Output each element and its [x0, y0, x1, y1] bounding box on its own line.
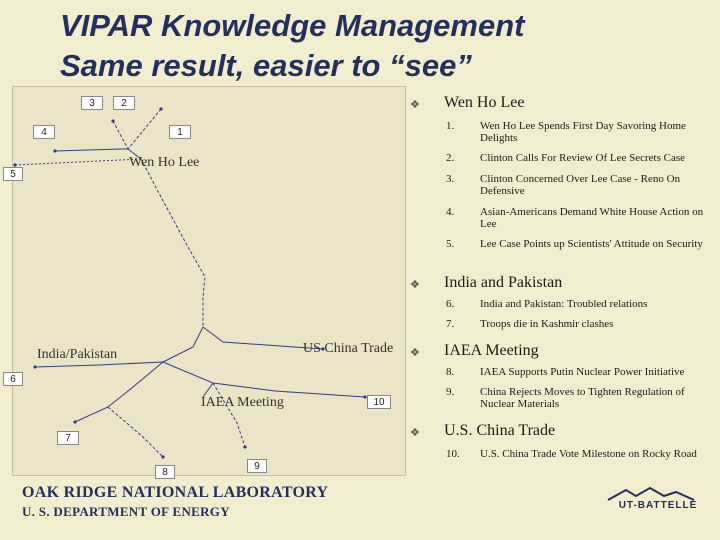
item-number: 4.: [446, 206, 455, 218]
item-text[interactable]: India and Pakistan: Troubled relations: [480, 298, 648, 310]
node-9[interactable]: 9: [247, 459, 267, 473]
node-4[interactable]: 4: [33, 125, 55, 139]
node-3[interactable]: 3: [81, 96, 103, 110]
item-text[interactable]: China Rejects Moves to Tighten Regulation of Nuclear Materials: [480, 386, 685, 410]
category-label: Wen Ho Lee: [444, 94, 525, 111]
label-india-pakistan[interactable]: India/Pakistan: [37, 347, 118, 362]
item-text[interactable]: Asian-Americans Demand White House Action on Lee: [480, 206, 704, 230]
category-label: IAEA Meeting: [444, 342, 539, 359]
item-number: 10.: [446, 448, 460, 460]
tree-diagram: [13, 87, 407, 477]
node-10[interactable]: 10: [367, 395, 391, 409]
edge-wen-5: [15, 159, 141, 165]
item-text[interactable]: IAEA Supports Putin Nuclear Power Initiative: [480, 366, 685, 378]
edge-trunk: [141, 159, 205, 327]
edge-hub2-7: [75, 362, 163, 422]
edge-2-hub: [113, 121, 128, 149]
node-1[interactable]: 1: [169, 125, 191, 139]
item-text[interactable]: Troops die in Kashmir clashes: [480, 318, 614, 330]
diamond-bullet-icon: ❖: [410, 279, 420, 291]
label-iaea-meeting[interactable]: IAEA Meeting: [201, 395, 284, 410]
edge-junction-hub2: [163, 327, 203, 362]
item-number: 7.: [446, 318, 455, 330]
title-line-2: Same result, easier to “see”: [60, 48, 472, 83]
item-number: 1.: [446, 120, 455, 132]
item-text[interactable]: U.S. China Trade Vote Milestone on Rocky Road: [480, 448, 697, 460]
item-text[interactable]: Clinton Calls For Review Of Lee Secrets Case: [480, 152, 685, 164]
node-2[interactable]: 2: [113, 96, 135, 110]
item-number: 9.: [446, 386, 455, 398]
lab-name-line: OAK RIDGE NATIONAL LABORATORY: [22, 484, 329, 501]
diamond-bullet-icon: ❖: [410, 99, 420, 111]
node-6[interactable]: 6: [3, 372, 23, 386]
edge-to-10: [275, 391, 365, 397]
category-label: U.S. China Trade: [444, 422, 556, 439]
edge-to-9: [213, 383, 245, 447]
item-number: 8.: [446, 366, 455, 378]
category-label: India and Pakistan: [444, 274, 563, 291]
ut-battelle-logo: UT-BATTELLE: [618, 500, 698, 511]
slide-title: [60, 6, 700, 86]
item-number: 6.: [446, 298, 455, 310]
footer-lab-name: [22, 484, 328, 520]
edge-hub-4: [55, 149, 128, 151]
item-number: 5.: [446, 238, 455, 250]
item-text[interactable]: Clinton Concerned Over Lee Case - Reno On Defensive: [480, 173, 681, 197]
diamond-bullet-icon: ❖: [410, 347, 420, 359]
node-7[interactable]: 7: [57, 431, 79, 445]
edge-to-8: [108, 407, 163, 457]
label-wen-ho-lee[interactable]: Wen Ho Lee: [129, 155, 200, 170]
node-5[interactable]: 5: [3, 167, 23, 181]
diamond-bullet-icon: ❖: [410, 427, 420, 439]
node-8[interactable]: 8: [155, 465, 175, 479]
edge-hub2-iaea: [163, 362, 275, 391]
label-us-china-trade[interactable]: US China Trade: [303, 341, 394, 356]
department-line: U. S. DEPARTMENT OF ENERGY: [22, 504, 230, 519]
item-number: 3.: [446, 173, 455, 185]
item-text[interactable]: Lee Case Points up Scientists' Attitude on Security: [480, 238, 703, 250]
item-text[interactable]: Wen Ho Lee Spends First Day Savoring Home Delights: [480, 120, 686, 144]
tree-diagram-panel: [12, 86, 406, 476]
edge-top-hub: [128, 109, 161, 149]
title-line-1: VIPAR Knowledge Management: [60, 8, 525, 43]
item-number: 2.: [446, 152, 455, 164]
